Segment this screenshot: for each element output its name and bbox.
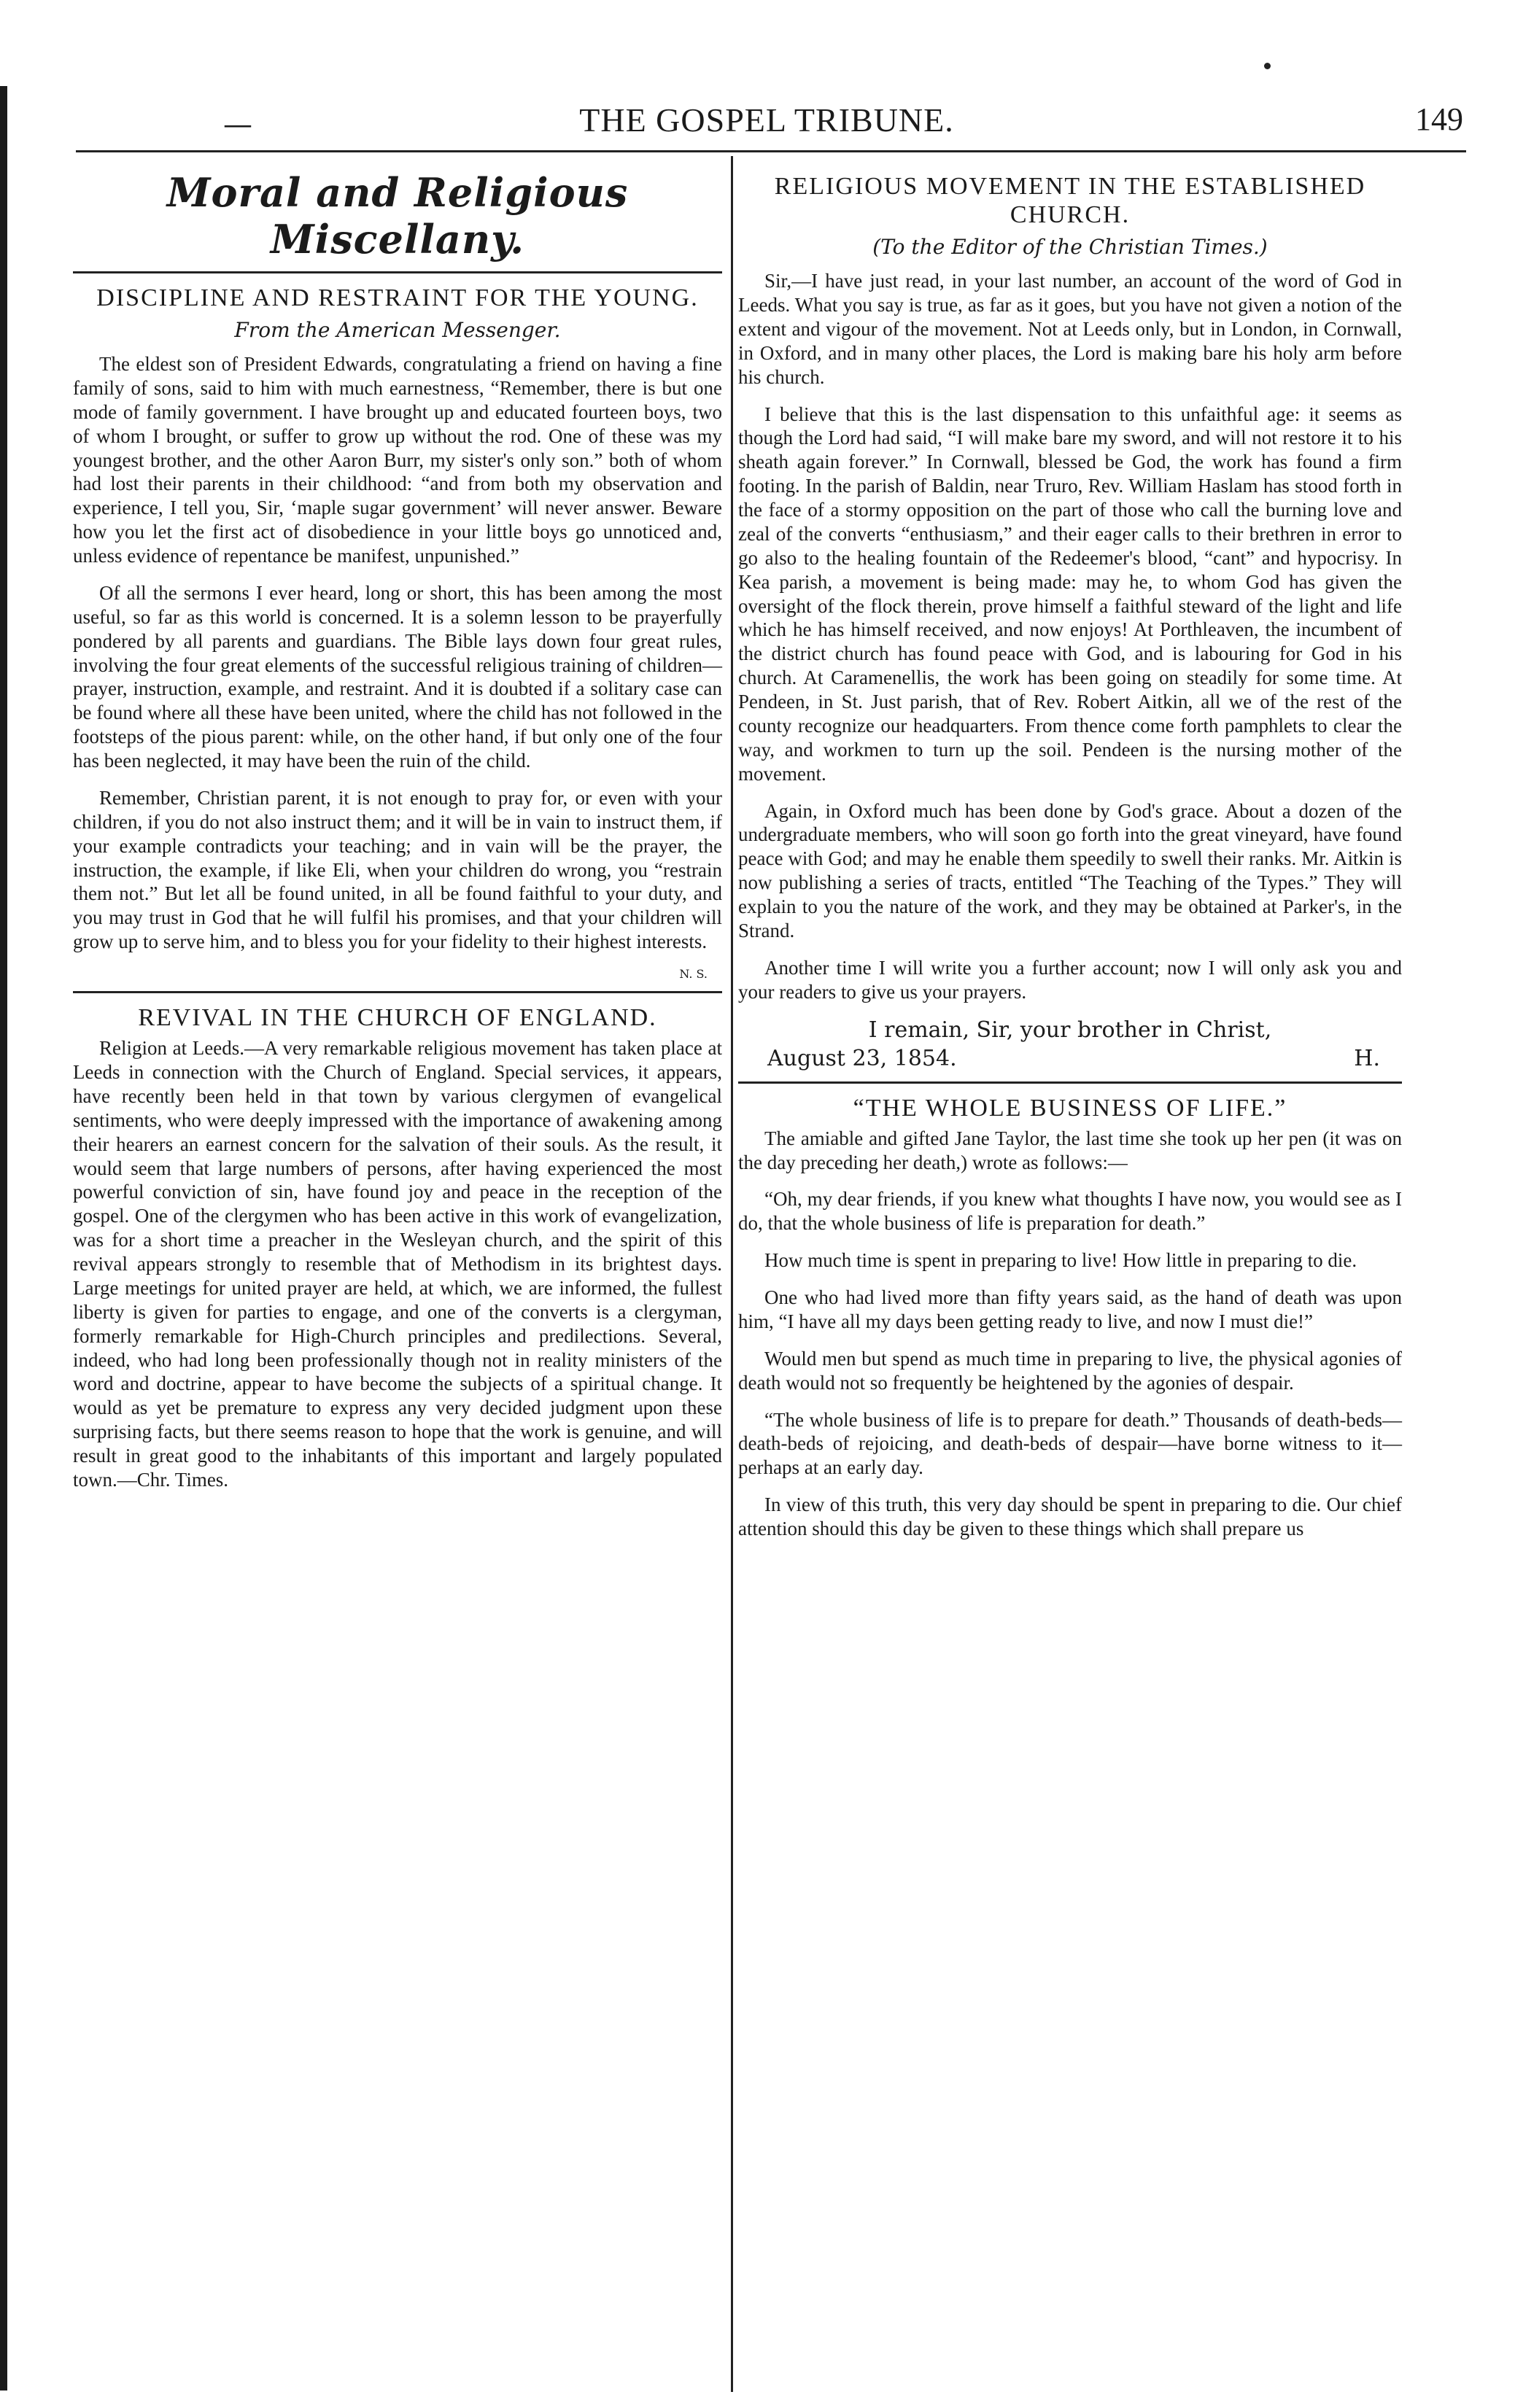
letter-initial: H. [1354,1045,1380,1071]
article-paragraph: In view of this truth, this very day should be spent in preparing to die. Our chief attention should this day be given to these things which shall prepare us [738,1494,1402,1540]
article-paragraph: I believe that this is the last dispensation to this unfaithful age: it seems as though the Lord had said, “I will make bare my sword, and will not restore it to his sheath again forever.” In Cornwall, blessed be God, the work has found a firm footing. In the parish of Baldin, near Truro, Rev. William Haslam has stood forth in the face of a stormy opposition on the part of those who call the burning love and zeal of the converts “enthusiasm,” and their eager calls to their brethren in error to go also to the healing fountain of the Redeemer's blood, “cant” and hypocrisy. In Kea parish, a movement is being made: may he, to whom God has given the oversight of the flock therein, prove himself a faithful steward of the light and life which he has himself received, and now enjoys! At Porthleaven, the incumbent of the district church has found peace with God, and is labouring for God in his church. At Caramenellis, the work has been going on steadily for some time. At Pendeen, in St. Just parish, that of Rev. Robert Aitkin, all we of the rest of the county recognize our headquarters. From thence come forth pamphlets to clear the way, and workmen to turn up the soil. Pendeen is the nursing mother of the movement. [738,403,1402,785]
ink-speck [1264,63,1271,69]
article-heading: DISCIPLINE AND RESTRAINT FOR THE YOUNG. [96,284,699,311]
article-heading: REVIVAL IN THE CHURCH OF ENGLAND. [138,1004,657,1032]
article-paragraph: Again, in Oxford much has been done by God's grace. About a dozen of the undergraduate members, who will soon go forth into the great vineyard, have found peace with God; and may he enable them speedily to swell their ranks. Mr. Aitkin is now publishing a series of tracts, entitled “The Teaching of the Types.” They will explain to you the nature of the work, and they may be obtained at Parker's, in the Strand. [738,799,1402,941]
article-paragraph: “The whole business of life is to prepare for death.” Thousands of death-beds—death-beds of rejoicing, and death-beds of despair—have borne witness to it—perhaps at an early day. [738,1408,1402,1479]
page-number: 149 [1415,101,1463,137]
article-paragraph: “Oh, my dear friends, if you knew what thoughts I have now, you would see as I do, that the whole business of life is preparation for death.” [738,1188,1402,1235]
article-signature: N. S. [679,967,708,982]
article-paragraph: Would men but spend as much time in preparing to live, the physical agonies of death would not so frequently be heightened by the agonies of despair. [738,1347,1402,1394]
article-whole-business [738,1094,1402,1541]
right-column [738,162,1402,1554]
article-religious-movement [738,172,1402,1071]
article-separator [738,1081,1402,1084]
article-paragraph: The eldest son of President Edwards, congratulating a friend on having a fine family of sons, said to him with much earnestness, “Remember, there is but one mode of family government. I have brought up and educated fourteen boys, two of whom I brought, or suffer to grow up without the rod. One of these was my youngest brother, and the other Aaron Burr, my sister's only son.” both of whom had lost their parents in their childhood: “and from both my observation and experience, I tell you, Sir, ‘maple sugar government’ will never answer. Beware how you let the first act of disobedience in your little boys go unnoticed and, unless evidence of repentance be manifest, unpunished.” [73,353,722,567]
section-masthead: Moral and Religious Miscellany. [166,169,629,263]
letter-date: August 23, 1854. [767,1045,957,1071]
article-heading: “THE WHOLE BUSINESS OF LIFE.” [853,1094,1287,1122]
article-paragraph: Sir,—I have just read, in your last number, an account of the word of God in Leeds. What you say is true, as far as it goes, but you have not given a notion of the extent and vigour of the movement. Not at Leeds only, but in London, in Cornwall, in Oxford, and in many other places, the Lord is making bare his holy arm before his church. [738,270,1402,388]
page-edge-shadow [0,86,7,2390]
left-column [73,162,722,1505]
article-revival [73,1003,722,1492]
column-divider [731,156,733,2392]
header-rule [76,150,1466,152]
article-byline: (To the Editor of the Christian Times.) [872,235,1268,260]
article-byline: From the American Messenger. [234,318,561,343]
article-paragraph: Another time I will write you a further account; now I will only ask you and your readers to give us your prayers. [738,956,1402,1003]
article-paragraph: Of all the sermons I ever heard, long or short, this has been among the most useful, so far as this world is concerned. It is a solemn lesson to be prayerfully pondered by all parents and guardians. The Bible lays down four great rules, involving the four great elements of the successful religious training of children—prayer, instruction, example, and restraint. And it is doubted if a solitary case can be found where all these have been united, where the child has not followed in the footsteps of the pious parent: while, on the other hand, if but only one of the four has been neglected, it may have been the ruin of the child. [73,581,722,772]
page-header [63,101,1471,152]
masthead-rule [73,271,722,273]
article-paragraph: How much time is spent in preparing to live! How little in preparing to die. [764,1249,1357,1272]
letter-dateline [738,1046,1402,1071]
publication-title: THE GOSPEL TRIBUNE. [579,101,954,139]
letter-closing: I remain, Sir, your brother in Christ, [868,1017,1272,1043]
article-paragraph: One who had lived more than fifty years said, as the hand of death was upon him, “I have all my days been getting ready to live, and now I must die!” [738,1286,1402,1332]
article-separator [73,991,722,993]
article-discipline [73,284,722,981]
article-paragraph: Religion at Leeds.—A very remarkable religious movement has taken place at Leeds in connection with the Church of England. Special services, it appears, have recently been held in that town by various clergymen of evangelical sentiments, who were deeply impressed with the importance of awakening among their hearers an earnest concern for the salvation of their souls. As the result, it would seem that large numbers of persons, after having experienced the most powerful conviction of sin, have found joy and peace in the reception of the gospel. One of the clergymen who has been active in this work of evangelization, was for a short time a preacher in the Wesleyan church, and the spirit of this revival appears strongly to resemble that of Methodism in its brightest days. Large meetings for united prayer are held, at which, we are informed, the fullest liberty is given for parties to engage, and one of the converts is a clergyman, formerly remarkable for High-Church principles and predilections. Several, indeed, who had long been professionally though not in reality ministers of the word and doctrine, appear to have become the subjects of a spiritual change. It would as yet be premature to express any very decided judgment upon these surprising facts, but there seems reason to hope that the work is genuine, and will result in great good to the inhabitants of this important and largely populated town.—Chr. Times. [73,1037,722,1491]
article-heading: RELIGIOUS MOVEMENT IN THE ESTABLISHED CHURCH. [774,173,1366,229]
article-paragraph: The amiable and gifted Jane Taylor, the last time she took up her pen (it was on the day preceding her death,) wrote as follows:— [738,1127,1402,1173]
header-dash: — [223,108,252,141]
article-paragraph: Remember, Christian parent, it is not enough to pray for, or even with your children, if you do not also instruct them; and it will be in vain to instruct them, if your example contradicts your teaching; and in vain will be the prayer, the instruction, the example, if like Eli, when your children do wrong, you “restrain them not.” But let all be found united, in all be found faithful to your duty, and you may trust in God that he will fulfil his promises, and that your children will grow up to serve him, and to bless you for your fidelity to their highest interests. [73,786,722,953]
